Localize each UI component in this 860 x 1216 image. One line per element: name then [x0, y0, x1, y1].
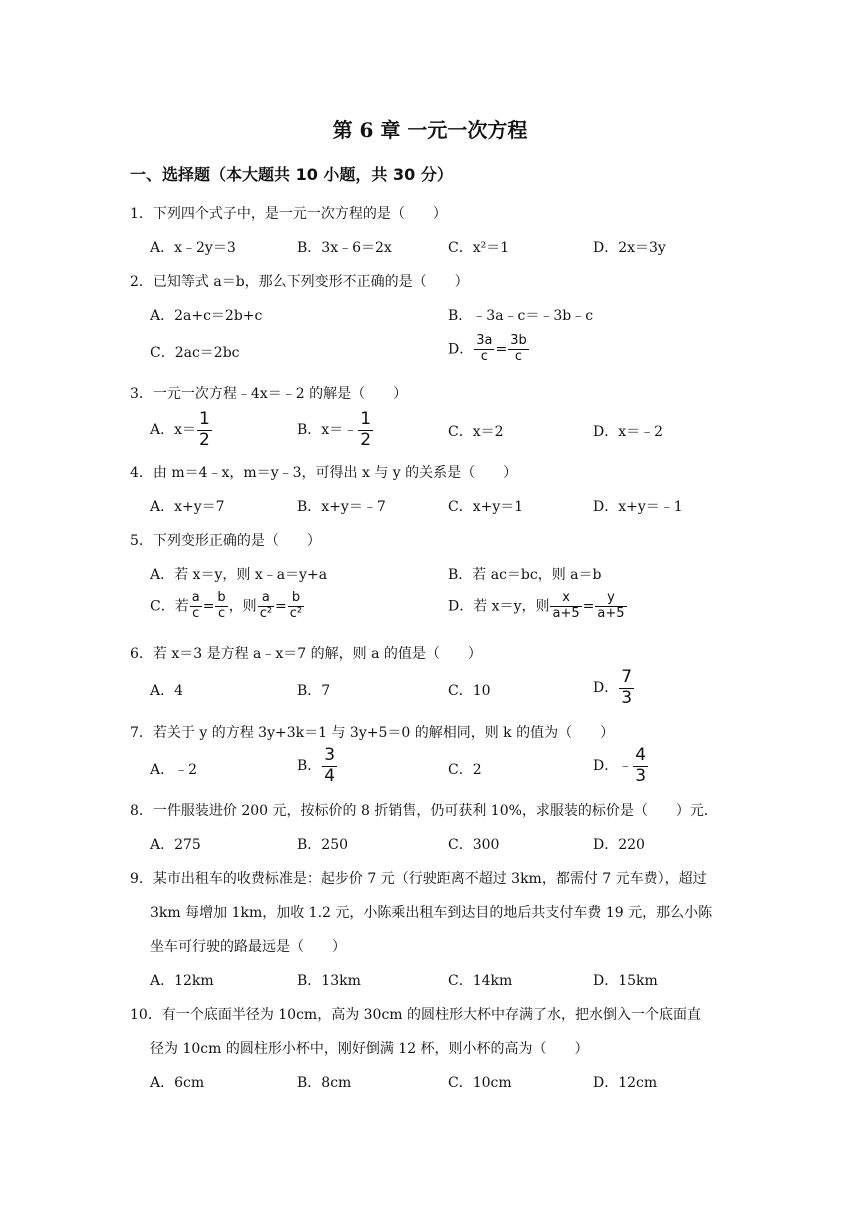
q3-b-sign: ﹣ [343, 422, 358, 439]
q7-d-sign: ﹣ [618, 758, 633, 775]
q5-c-equals-2: = [275, 598, 287, 615]
q3-a-numerator: 1 [199, 409, 210, 429]
q9-option-d: D．15km [593, 973, 658, 989]
q6-d-fraction [619, 668, 634, 708]
q7-option-b [297, 746, 338, 786]
page-title: 第 6 章 一元一次方程 [332, 118, 528, 142]
q5-d-numerator-2: y [595, 591, 626, 607]
q5-c-numerator-4: b [288, 591, 304, 607]
q2-option-a: A．2a+c＝2b+c [150, 308, 263, 324]
question-1-stem: 1．下列四个式子中，是一元一次方程的是（ ） [130, 206, 447, 222]
q3-a-prefix: A．x＝ [150, 422, 197, 439]
question-10-line-2: 径为 10cm 的圆柱形小杯中，刚好倒满 12 杯，则小杯的高为（ ） [150, 1041, 589, 1057]
question-2-stem: 2．已知等式 a＝b，那么下列变形不正确的是（ ） [130, 274, 469, 290]
q6-option-c: C．10 [448, 683, 491, 699]
q5-c-equals-1: = [202, 598, 215, 615]
q5-c-fraction-3 [258, 591, 274, 622]
q2-d-numerator-2: 3b [510, 333, 527, 348]
q5-c-fraction-4 [288, 591, 304, 622]
q8-option-b: B．250 [297, 837, 349, 853]
q2-d-fraction-1 [474, 334, 494, 365]
q7-option-c: C．2 [448, 762, 482, 778]
q8-option-d: D．220 [593, 837, 645, 853]
question-4-stem: 4．由 m＝4﹣x，m＝y﹣3，可得出 x 与 y 的关系是（ ） [130, 465, 518, 481]
q3-option-c: C．x＝2 [448, 424, 504, 440]
question-6-stem: 6．若 x＝3 是方程 a﹣x＝7 的解，则 a 的值是（ ） [130, 646, 482, 662]
q3-b-fraction [358, 410, 373, 450]
q5-d-equals: = [582, 598, 595, 615]
q8-option-a: A．275 [150, 837, 201, 853]
q5-c-numerator-2: b [217, 590, 226, 605]
q5-d-numerator-1: x [550, 591, 581, 607]
question-7-stem: 7．若关于 y 的方程 3y+3k＝1 与 3y+5＝0 的解相同，则 k 的值为（ ） [130, 725, 615, 741]
question-8-stem: 8．一件服装进价 200 元，按标价的 8 折销售，仍可获利 10%，求服装的标价是（ ）元． [130, 803, 718, 819]
q3-a-fraction [197, 410, 212, 450]
q1-option-b: B．3x﹣6＝2x [297, 240, 392, 256]
question-9-line-3: 坐车可行驶的路最远是（ ） [150, 939, 346, 955]
q10-option-b: B．8cm [297, 1075, 352, 1091]
q4-option-a: A．x+y＝7 [150, 499, 225, 515]
q7-d-denominator: 3 [635, 765, 647, 786]
q4-option-c: C．x+y＝1 [448, 499, 524, 515]
q9-option-c: C．14km [448, 973, 513, 989]
section-heading: 一、选择题（本大题共 10 小题，共 30 分） [130, 165, 453, 184]
q3-a-denominator: 2 [199, 429, 210, 450]
q5-d-prefix: D．若 x＝y，则 [448, 598, 550, 615]
q6-option-a: A．4 [150, 683, 184, 699]
question-3-stem: 3．一元一次方程﹣4x＝﹣2 的解是（ ） [130, 386, 408, 402]
q4-option-b: B．x+y＝﹣7 [297, 499, 386, 515]
q3-option-a [150, 410, 213, 450]
question-9-line-1: 9．某市出租车的收费标准是：起步价 7 元（行驶距离不超过 3km，都需付 7 元车费），超过 [130, 871, 707, 887]
q1-option-d: D．2x＝3y [593, 240, 666, 256]
q5-c-numerator-3: a [258, 591, 274, 607]
q7-d-prefix: D． [593, 758, 619, 775]
q7-d-fraction [633, 746, 648, 786]
q7-d-numerator: 4 [635, 745, 647, 765]
q3-option-b [297, 410, 374, 450]
q8-option-c: C．300 [448, 837, 500, 853]
q5-c-numerator-1: a [191, 590, 200, 605]
q5-c-denominator-1: c [192, 605, 200, 621]
q2-option-b: B．﹣3a﹣c＝﹣3b﹣c [448, 308, 594, 324]
q6-d-denominator: 3 [621, 687, 633, 708]
q2-d-prefix: D． [448, 341, 474, 358]
q3-b-numerator: 1 [360, 409, 372, 429]
q4-option-d: D．x+y＝﹣1 [593, 499, 683, 515]
q5-option-c [150, 591, 305, 622]
q5-d-fraction-1 [550, 591, 581, 622]
q5-d-fraction-2 [595, 591, 626, 622]
q5-option-d [448, 591, 628, 622]
question-10-line-1: 10．有一个底面半径为 10cm，高为 30cm 的圆柱形大杯中存满了水，把水倒入一个底面直 [130, 1007, 702, 1023]
q5-c-denominator-3: c² [259, 605, 273, 621]
q2-option-c: C．2ac＝2bc [150, 345, 240, 361]
q5-d-denominator-1: a+5 [552, 605, 580, 621]
question-9-line-2: 3km 每增加 1km，加收 1.2 元，小陈乘出租车到达目的地后共支付车费 19 元，那么小陈 [150, 905, 713, 921]
q6-d-prefix: D． [593, 680, 619, 697]
q5-c-fraction-1 [190, 591, 202, 622]
q2-d-denominator-2: c [514, 348, 523, 364]
q5-c-denominator-4: c² [289, 605, 303, 621]
q2-option-d [448, 334, 530, 365]
q2-d-numerator-1: 3a [476, 333, 493, 348]
q1-option-a: A．x﹣2y＝3 [150, 240, 236, 256]
q2-d-fraction-2 [508, 334, 529, 365]
q5-c-denominator-2: c [217, 605, 226, 621]
q6-option-d [593, 668, 635, 708]
q7-b-numerator: 3 [324, 745, 336, 765]
q7-b-denominator: 4 [324, 765, 336, 786]
q5-c-mid: ，则 [228, 598, 257, 615]
q7-b-prefix: B． [297, 758, 322, 775]
q6-d-numerator: 7 [621, 667, 633, 687]
q5-d-denominator-2: a+5 [597, 605, 625, 621]
q10-option-d: D．12cm [593, 1075, 658, 1091]
q7-option-a: A．﹣2 [150, 762, 198, 778]
q3-option-d: D．x＝﹣2 [593, 424, 664, 440]
q5-option-a: A．若 x＝y，则 x﹣a＝y+a [150, 567, 328, 583]
q1-option-c: C．x²＝1 [448, 240, 510, 256]
question-5-stem: 5．下列变形正确的是（ ） [130, 533, 321, 549]
q10-option-a: A．6cm [150, 1075, 205, 1091]
q7-b-fraction [322, 746, 337, 786]
q3-b-prefix: B．x＝ [297, 422, 344, 439]
q6-option-b: B．7 [297, 683, 331, 699]
q5-c-prefix: C．若 [150, 598, 189, 615]
q7-option-d [593, 746, 649, 786]
q10-option-c: C．10cm [448, 1075, 512, 1091]
q5-option-b: B．若 ac＝bc，则 a＝b [448, 567, 602, 583]
q9-option-a: A．12km [150, 973, 214, 989]
q5-c-fraction-2 [215, 591, 227, 622]
q9-option-b: B．13km [297, 973, 361, 989]
q2-d-equals: = [495, 341, 508, 358]
q3-b-denominator: 2 [360, 429, 372, 450]
q2-d-denominator-1: c [480, 348, 488, 364]
